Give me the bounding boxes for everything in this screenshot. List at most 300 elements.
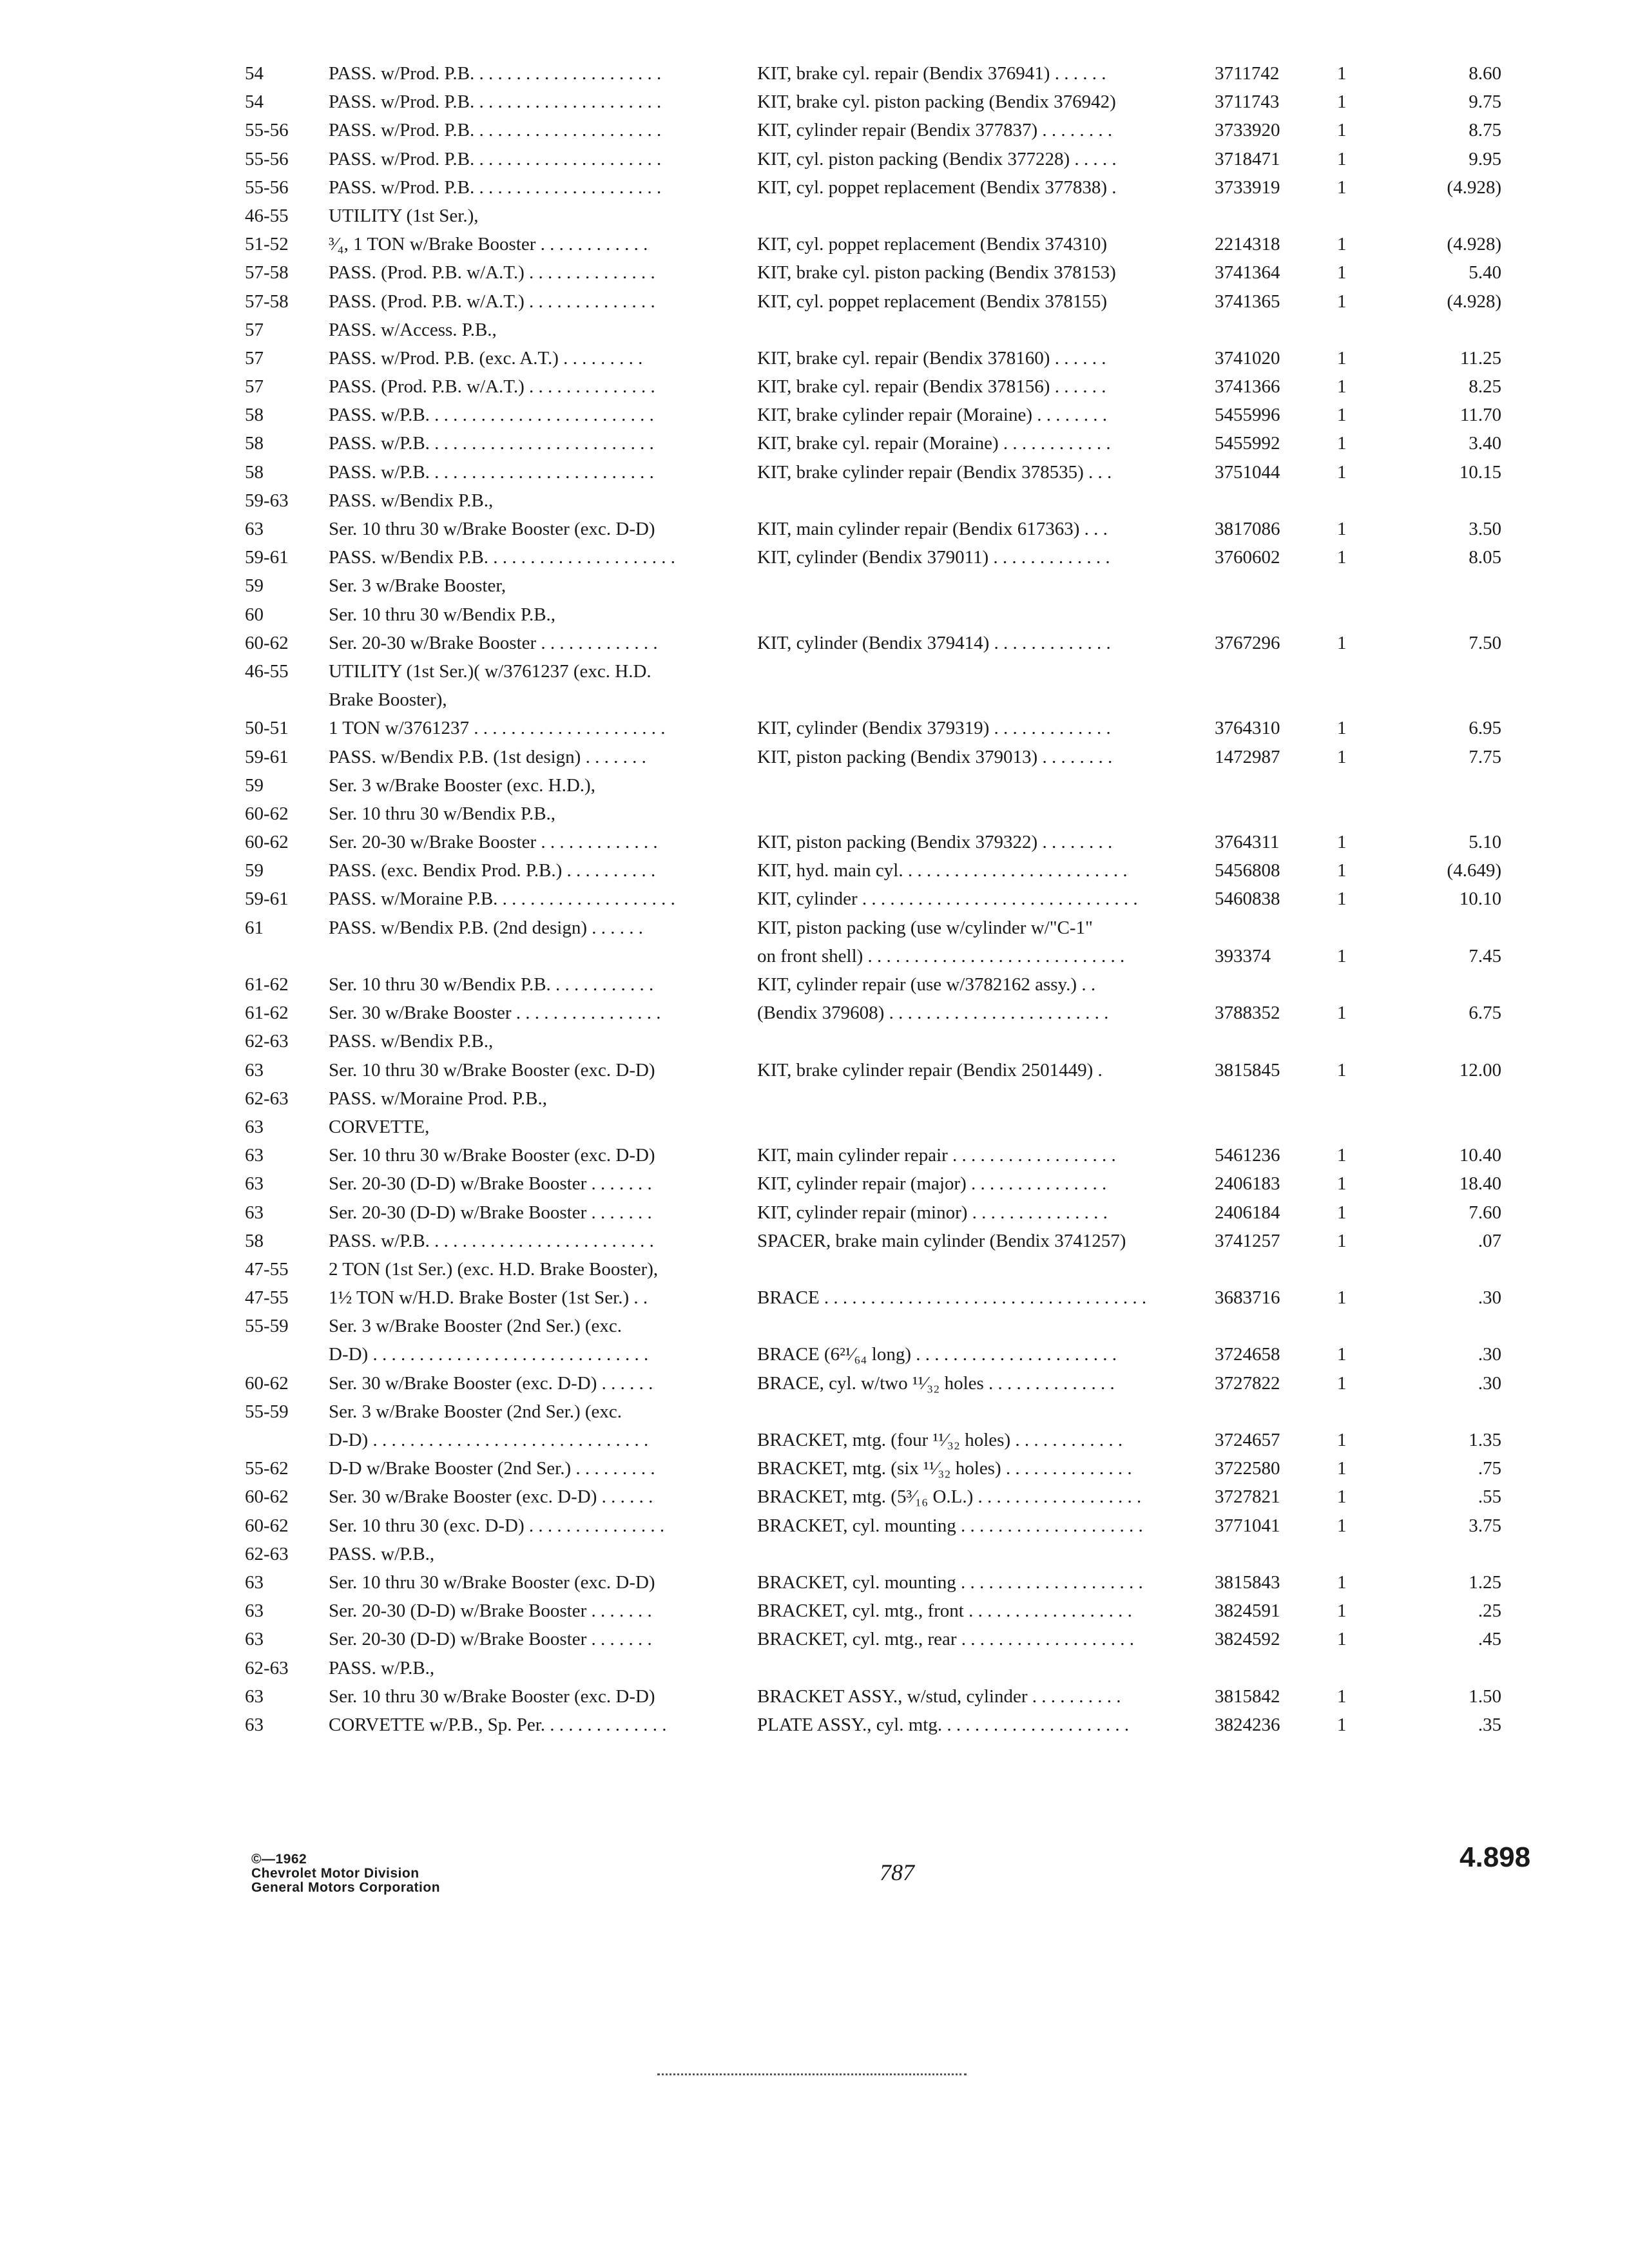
application-cell: Ser. 3 w/Brake Booster (2nd Ser.) (exc. D-D) . . . . . . . . . . . . . . . . . . . . . . . . . . . . . . — [329, 1316, 649, 1365]
part-number-cell: 3722580 — [1215, 1458, 1280, 1479]
part-number-cell: 3683716 — [1215, 1287, 1280, 1309]
quantity-cell: 1 — [1337, 1003, 1347, 1024]
application-cell: Ser. 10 thru 30 w/Brake Booster (exc. D-D) — [329, 1145, 655, 1166]
year-cell: 54 — [245, 63, 264, 84]
table-row — [245, 1113, 1527, 1141]
year-cell: 63 — [245, 1173, 264, 1195]
description-cell: BRACE . . . . . . . . . . . . . . . . . . . . . . . . . . . . . . . . . . . — [757, 1287, 1147, 1309]
part-number-cell: 3815842 — [1215, 1686, 1280, 1707]
application-cell: PASS. w/P.B. . . . . . . . . . . . . . . . . . . . . . . . . — [329, 1230, 654, 1251]
table-row — [245, 885, 1527, 913]
description-cell: PLATE ASSY., cyl. mtg. . . . . . . . . . . . . . . . . . . . . — [757, 1714, 1130, 1735]
price-cell: 10.10 — [1459, 889, 1501, 910]
quantity-cell: 1 — [1337, 860, 1347, 881]
year-cell: 58 — [245, 1230, 264, 1251]
application-cell: PASS. (exc. Bendix Prod. P.B.) . . . . . . . . . . — [329, 860, 656, 881]
description-cell: KIT, cyl. poppet replacement (Bendix 377838) . — [757, 177, 1117, 198]
part-number-cell: 3771041 — [1215, 1515, 1280, 1536]
part-number-cell: 2406184 — [1215, 1202, 1280, 1223]
year-cell: 46-55 — [245, 205, 289, 226]
table-row — [245, 771, 1527, 800]
year-cell: 63 — [245, 1714, 264, 1735]
application-cell: PASS. w/Bendix P.B., — [329, 490, 494, 511]
application-cell: PASS. w/Prod. P.B. . . . . . . . . . . . . . . . . . . . . — [329, 177, 662, 198]
price-cell: .35 — [1478, 1714, 1501, 1735]
part-number-cell: 3760602 — [1215, 547, 1280, 568]
year-cell: 54 — [245, 91, 264, 113]
year-cell: 62-63 — [245, 1543, 289, 1564]
table-row — [245, 828, 1527, 856]
quantity-cell: 1 — [1337, 1430, 1347, 1451]
description-cell: KIT, cyl. poppet replacement (Bendix 374310) — [757, 234, 1108, 255]
price-cell: 6.75 — [1469, 1003, 1501, 1024]
part-number-cell: 5456808 — [1215, 860, 1280, 881]
table-row — [245, 458, 1527, 486]
application-cell: Ser. 10 thru 30 w/Brake Booster (exc. D-D) — [329, 1059, 655, 1081]
year-cell: 55-59 — [245, 1316, 289, 1337]
year-cell: 60-62 — [245, 803, 289, 824]
description-cell: BRACKET, cyl. mounting . . . . . . . . . . . . . . . . . . . . — [757, 1515, 1143, 1536]
price-cell: .30 — [1478, 1344, 1501, 1365]
part-number-cell: 3824591 — [1215, 1600, 1280, 1622]
description-cell: KIT, piston packing (use w/cylinder w/"C-1" on front shell) . . . . . . . . . . . . . . . . . . . . . . . . . . . . — [757, 917, 1125, 966]
application-cell: PASS. w/Moraine Prod. P.B., — [329, 1088, 547, 1109]
application-cell: PASS. w/Prod. P.B. . . . . . . . . . . . . . . . . . . . . — [329, 91, 662, 113]
part-number-cell: 5460838 — [1215, 889, 1280, 910]
part-number-cell: 3724658 — [1215, 1344, 1280, 1365]
table-row — [245, 401, 1527, 429]
quantity-cell: 1 — [1337, 1202, 1347, 1223]
table-row — [245, 572, 1527, 600]
part-number-cell: 5461236 — [1215, 1145, 1280, 1166]
part-number-cell: 3733919 — [1215, 177, 1280, 198]
application-cell: PASS. w/Bendix P.B. (2nd design) . . . . . . — [329, 917, 643, 938]
description-cell: KIT, brake cyl. repair (Moraine) . . . . . . . . . . . . — [757, 433, 1111, 454]
table-row — [245, 1625, 1527, 1653]
part-number-cell: 3815845 — [1215, 1059, 1280, 1081]
application-cell: PASS. w/Prod. P.B. (exc. A.T.) . . . . . . . . . — [329, 347, 643, 369]
price-cell: 18.40 — [1459, 1173, 1501, 1195]
price-cell: 8.75 — [1469, 120, 1501, 141]
part-number-cell: 3764311 — [1215, 832, 1280, 853]
year-cell: 57 — [245, 347, 264, 369]
parts-catalog-table — [245, 59, 1527, 1739]
description-cell: KIT, brake cyl. piston packing (Bendix 376942) — [757, 91, 1116, 113]
price-cell: .25 — [1478, 1600, 1501, 1622]
table-row — [245, 1227, 1527, 1255]
quantity-cell: 1 — [1337, 148, 1347, 169]
price-cell: 5.10 — [1469, 832, 1501, 853]
part-number-cell: 3727822 — [1215, 1372, 1280, 1394]
table-row — [245, 1027, 1527, 1055]
description-cell: KIT, main cylinder repair . . . . . . . . . . . . . . . . . . — [757, 1145, 1116, 1166]
price-cell: 8.60 — [1469, 63, 1501, 84]
description-cell: BRACKET, mtg. (six ¹¹⁄₃₂ holes) . . . . . . . . . . . . . . — [757, 1458, 1132, 1479]
quantity-cell: 1 — [1337, 347, 1347, 369]
table-row — [245, 1084, 1527, 1113]
quantity-cell: 1 — [1337, 1600, 1347, 1622]
year-cell: 59-61 — [245, 746, 289, 767]
year-cell: 60-62 — [245, 832, 289, 853]
year-cell: 46-55 — [245, 660, 289, 682]
application-cell: PASS. w/P.B., — [329, 1657, 435, 1678]
quantity-cell: 1 — [1337, 547, 1347, 568]
application-cell: Ser. 10 thru 30 (exc. D-D) . . . . . . . . . . . . . . . — [329, 1515, 665, 1536]
scan-artifact-line — [657, 2073, 967, 2075]
description-cell: KIT, hyd. main cyl. . . . . . . . . . . . . . . . . . . . . . . . . — [757, 860, 1128, 881]
description-cell: KIT, cylinder (Bendix 379011) . . . . . . . . . . . . . — [757, 547, 1110, 568]
price-cell: 7.60 — [1469, 1202, 1501, 1223]
application-cell: Ser. 30 w/Brake Booster (exc. D-D) . . . . . . — [329, 1372, 653, 1394]
application-cell: Ser. 10 thru 30 w/Bendix P.B., — [329, 803, 556, 824]
table-row — [245, 88, 1527, 116]
table-row — [245, 258, 1527, 287]
application-cell: 1 TON w/3761237 . . . . . . . . . . . . . . . . . . . . . — [329, 718, 666, 739]
part-number-cell: 2214318 — [1215, 234, 1280, 255]
quantity-cell: 1 — [1337, 91, 1347, 113]
description-cell: (Bendix 379608) . . . . . . . . . . . . . . . . . . . . . . . . — [757, 1003, 1109, 1024]
price-cell: 10.15 — [1459, 461, 1501, 483]
application-cell: PASS. (Prod. P.B. w/A.T.) . . . . . . . . . . . . . . — [329, 262, 655, 284]
part-number-cell: 3741364 — [1215, 262, 1280, 284]
year-cell: 61-62 — [245, 1003, 289, 1024]
part-number-cell: 3711743 — [1215, 91, 1280, 113]
table-row — [245, 1312, 1527, 1369]
price-cell: .75 — [1478, 1458, 1501, 1479]
table-row — [245, 1255, 1527, 1283]
table-row — [245, 629, 1527, 657]
description-cell: KIT, brake cyl. repair (Bendix 378160) . . . . . . — [757, 347, 1106, 369]
table-row — [245, 59, 1527, 88]
part-number-cell: 5455996 — [1215, 405, 1280, 426]
table-row — [245, 1483, 1527, 1511]
table-row — [245, 1398, 1527, 1454]
description-cell: KIT, brake cyl. repair (Bendix 378156) . . . . . . — [757, 376, 1106, 398]
table-row — [245, 601, 1527, 629]
application-cell: UTILITY (1st Ser.)( w/3761237 (exc. H.D. Brake Booster), — [329, 660, 651, 711]
description-cell: KIT, cylinder repair (Bendix 377837) . . . . . . . . — [757, 120, 1113, 141]
application-cell: Ser. 20-30 (D-D) w/Brake Booster . . . . . . . — [329, 1202, 652, 1223]
table-row — [245, 486, 1527, 515]
year-cell: 59 — [245, 575, 264, 597]
table-row — [245, 1512, 1527, 1540]
description-cell: BRACKET, cyl. mtg., rear . . . . . . . . . . . . . . . . . . . — [757, 1629, 1135, 1650]
application-cell: Ser. 10 thru 30 w/Brake Booster (exc. D-D) — [329, 1686, 655, 1707]
year-cell: 58 — [245, 461, 264, 483]
description-cell: KIT, cylinder . . . . . . . . . . . . . . . . . . . . . . . . . . . . . . — [757, 889, 1138, 910]
quantity-cell: 1 — [1337, 262, 1347, 284]
page-number: 787 — [880, 1860, 914, 1885]
price-cell: 1.35 — [1469, 1430, 1501, 1451]
description-cell: BRACKET, mtg. (four ¹¹⁄₃₂ holes) . . . . . . . . . . . . — [757, 1430, 1123, 1451]
table-row — [245, 1283, 1527, 1312]
application-cell: PASS. w/P.B. . . . . . . . . . . . . . . . . . . . . . . . . — [329, 433, 654, 454]
price-cell: 3.75 — [1469, 1515, 1501, 1536]
year-cell: 57 — [245, 376, 264, 398]
application-cell: 1½ TON w/H.D. Brake Boster (1st Ser.) . . — [329, 1287, 648, 1309]
price-cell: 3.50 — [1469, 519, 1501, 539]
part-number-cell: 3724657 — [1215, 1430, 1280, 1451]
year-cell: 55-62 — [245, 1458, 289, 1479]
part-number-cell: 3751044 — [1215, 461, 1280, 483]
application-cell: Ser. 20-30 w/Brake Booster . . . . . . . . . . . . . — [329, 832, 658, 853]
table-row — [245, 1654, 1527, 1682]
price-cell: 10.40 — [1459, 1145, 1501, 1166]
table-row — [245, 1056, 1527, 1084]
table-row — [245, 1711, 1527, 1739]
year-cell: 63 — [245, 1629, 264, 1650]
part-number-cell: 3788352 — [1215, 1003, 1280, 1024]
year-cell: 57-58 — [245, 262, 289, 284]
description-cell: KIT, cylinder repair (use w/3782162 assy.) . . — [757, 974, 1096, 995]
quantity-cell: 1 — [1337, 1230, 1347, 1251]
year-cell: 58 — [245, 433, 264, 454]
application-cell: Ser. 20-30 (D-D) w/Brake Booster . . . . . . . — [329, 1600, 652, 1622]
quantity-cell: 1 — [1337, 519, 1347, 539]
year-cell: 55-56 — [245, 177, 289, 198]
year-cell: 60-62 — [245, 632, 289, 653]
part-number-cell: 3718471 — [1215, 148, 1280, 169]
year-cell: 60 — [245, 604, 264, 625]
table-row — [245, 515, 1527, 543]
quantity-cell: 1 — [1337, 1372, 1347, 1394]
price-cell: (4.928) — [1447, 177, 1501, 198]
year-cell: 63 — [245, 1059, 264, 1081]
description-cell: KIT, cylinder repair (minor) . . . . . . . . . . . . . . . — [757, 1202, 1108, 1223]
description-cell: KIT, cyl. piston packing (Bendix 377228) . . . . . — [757, 148, 1117, 169]
price-cell: 11.70 — [1460, 405, 1501, 426]
year-cell: 59-61 — [245, 547, 289, 568]
price-cell: .30 — [1478, 1287, 1501, 1309]
description-cell: KIT, brake cyl. piston packing (Bendix 378153) — [757, 262, 1116, 284]
application-cell: PASS. (Prod. P.B. w/A.T.) . . . . . . . . . . . . . . — [329, 376, 655, 398]
part-number-cell: 5455992 — [1215, 433, 1280, 454]
part-number-cell: 3741366 — [1215, 376, 1280, 398]
quantity-cell: 1 — [1337, 376, 1347, 398]
quantity-cell: 1 — [1337, 945, 1347, 966]
quantity-cell: 1 — [1337, 461, 1347, 483]
price-cell: 1.50 — [1469, 1686, 1501, 1707]
quantity-cell: 1 — [1337, 1344, 1347, 1365]
quantity-cell: 1 — [1337, 746, 1347, 767]
table-row — [245, 1369, 1527, 1398]
part-number-cell: 3815843 — [1215, 1572, 1280, 1593]
application-cell: PASS. w/P.B. . . . . . . . . . . . . . . . . . . . . . . . . — [329, 461, 654, 483]
description-cell: KIT, cyl. poppet replacement (Bendix 378155) — [757, 291, 1108, 312]
price-cell: 11.25 — [1460, 347, 1501, 369]
price-cell: 7.75 — [1469, 746, 1501, 767]
description-cell: BRACKET, cyl. mounting . . . . . . . . . . . . . . . . . . . . — [757, 1572, 1143, 1593]
year-cell: 59 — [245, 774, 264, 796]
application-cell: D-D w/Brake Booster (2nd Ser.) . . . . . . . . . — [329, 1458, 655, 1479]
year-cell: 61 — [245, 917, 264, 938]
year-cell: 59-61 — [245, 889, 289, 910]
quantity-cell: 1 — [1337, 1059, 1347, 1081]
corporation-text: General Motors Corporation — [251, 1880, 441, 1895]
price-cell: 9.75 — [1469, 91, 1501, 113]
part-number-cell: 3741257 — [1215, 1230, 1280, 1251]
application-cell: ³⁄₄, 1 TON w/Brake Booster . . . . . . . . . . . . — [329, 234, 648, 255]
description-cell: BRACE, cyl. w/two ¹¹⁄₃₂ holes . . . . . . . . . . . . . . — [757, 1372, 1115, 1394]
year-cell: 58 — [245, 405, 264, 426]
application-cell: Ser. 3 w/Brake Booster (exc. H.D.), — [329, 774, 595, 796]
description-cell: BRACKET, cyl. mtg., front . . . . . . . . . . . . . . . . . . — [757, 1600, 1132, 1622]
part-number-cell: 1472987 — [1215, 746, 1280, 767]
application-cell: PASS. w/Bendix P.B. . . . . . . . . . . . . . . . . . . . . — [329, 547, 675, 568]
price-cell: 9.95 — [1469, 148, 1501, 169]
part-number-cell: 3741020 — [1215, 347, 1280, 369]
table-row — [245, 316, 1527, 344]
application-cell: 2 TON (1st Ser.) (exc. H.D. Brake Booster), — [329, 1258, 659, 1280]
application-cell: PASS. w/Prod. P.B. . . . . . . . . . . . . . . . . . . . . — [329, 120, 662, 141]
year-cell: 55-56 — [245, 148, 289, 169]
quantity-cell: 1 — [1337, 433, 1347, 454]
division-text: Chevrolet Motor Division — [251, 1866, 419, 1881]
year-cell: 63 — [245, 519, 264, 539]
application-cell: Ser. 10 thru 30 w/Brake Booster (exc. D-D) — [329, 519, 655, 539]
application-cell: CORVETTE w/P.B., Sp. Per. . . . . . . . . . . . . . — [329, 1714, 667, 1735]
description-cell: KIT, brake cylinder repair (Bendix 2501449) . — [757, 1059, 1103, 1081]
quantity-cell: 1 — [1337, 832, 1347, 853]
part-number-cell: 3767296 — [1215, 632, 1280, 653]
table-row — [245, 800, 1527, 828]
application-cell: CORVETTE, — [329, 1116, 430, 1137]
table-row — [245, 1169, 1527, 1198]
price-cell: 8.25 — [1469, 376, 1501, 398]
price-cell: (4.649) — [1447, 860, 1501, 881]
quantity-cell: 1 — [1337, 889, 1347, 910]
price-cell: 12.00 — [1459, 1059, 1501, 1081]
price-cell: .45 — [1478, 1629, 1501, 1650]
application-cell: PASS. w/Prod. P.B. . . . . . . . . . . . . . . . . . . . . — [329, 148, 662, 169]
year-cell: 47-55 — [245, 1258, 289, 1280]
table-row — [245, 230, 1527, 258]
application-cell: PASS. w/P.B. . . . . . . . . . . . . . . . . . . . . . . . . — [329, 405, 654, 426]
table-row — [245, 372, 1527, 401]
description-cell: KIT, brake cylinder repair (Moraine) . . . . . . . . — [757, 405, 1107, 426]
year-cell: 63 — [245, 1572, 264, 1593]
table-row — [245, 429, 1527, 457]
price-cell: .07 — [1478, 1230, 1501, 1251]
quantity-cell: 1 — [1337, 632, 1347, 653]
price-cell: 6.95 — [1469, 718, 1501, 739]
application-cell: Ser. 20-30 w/Brake Booster . . . . . . . . . . . . . — [329, 632, 658, 653]
table-row — [245, 1682, 1527, 1711]
year-cell: 59 — [245, 860, 264, 881]
part-number-cell: 3727821 — [1215, 1486, 1280, 1508]
price-cell: 8.05 — [1469, 547, 1501, 568]
application-cell: PASS. w/Bendix P.B., — [329, 1031, 494, 1052]
description-cell: KIT, piston packing (Bendix 379013) . . . . . . . . — [757, 746, 1113, 767]
year-cell: 60-62 — [245, 1486, 289, 1508]
year-cell: 47-55 — [245, 1287, 289, 1309]
part-number-cell: 3764310 — [1215, 718, 1280, 739]
part-number-cell: 3817086 — [1215, 519, 1280, 539]
application-cell: Ser. 30 w/Brake Booster (exc. D-D) . . . . . . — [329, 1486, 653, 1508]
quantity-cell: 1 — [1337, 1714, 1347, 1735]
application-cell: Ser. 30 w/Brake Booster . . . . . . . . . . . . . . . . — [329, 1003, 661, 1024]
year-cell: 62-63 — [245, 1657, 289, 1678]
table-row — [245, 116, 1527, 144]
table-row — [245, 1568, 1527, 1597]
quantity-cell: 1 — [1337, 1686, 1347, 1707]
year-cell: 57-58 — [245, 291, 289, 312]
quantity-cell: 1 — [1337, 1458, 1347, 1479]
quantity-cell: 1 — [1337, 405, 1347, 426]
quantity-cell: 1 — [1337, 718, 1347, 739]
table-row — [245, 145, 1527, 173]
application-cell: Ser. 10 thru 30 w/Brake Booster (exc. D-D) — [329, 1572, 655, 1593]
description-cell: KIT, cylinder (Bendix 379319) . . . . . . . . . . . . . — [757, 718, 1111, 739]
application-cell: PASS. w/Bendix P.B. (1st design) . . . . . . . — [329, 746, 646, 767]
application-cell: Ser. 3 w/Brake Booster (2nd Ser.) (exc. D-D) . . . . . . . . . . . . . . . . . . . . . . . . . . . . . . — [329, 1401, 649, 1451]
price-cell: 7.45 — [1469, 945, 1501, 966]
quantity-cell: 1 — [1337, 234, 1347, 255]
description-cell: KIT, brake cyl. repair (Bendix 376941) . . . . . . — [757, 63, 1106, 84]
quantity-cell: 1 — [1337, 120, 1347, 141]
description-cell: KIT, cylinder (Bendix 379414) . . . . . . . . . . . . . — [757, 632, 1111, 653]
year-cell: 60-62 — [245, 1372, 289, 1394]
year-cell: 63 — [245, 1145, 264, 1166]
table-row — [245, 657, 1527, 714]
quantity-cell: 1 — [1337, 1515, 1347, 1536]
part-number-cell: 3741365 — [1215, 291, 1280, 312]
price-cell: (4.928) — [1447, 291, 1501, 312]
quantity-cell: 1 — [1337, 1572, 1347, 1593]
quantity-cell: 1 — [1337, 1287, 1347, 1309]
quantity-cell: 1 — [1337, 1629, 1347, 1650]
application-cell: Ser. 20-30 (D-D) w/Brake Booster . . . . . . . — [329, 1173, 652, 1195]
description-cell: KIT, piston packing (Bendix 379322) . . . . . . . . — [757, 832, 1113, 853]
application-cell: PASS. w/Moraine P.B. . . . . . . . . . . . . . . . . . . . — [329, 889, 675, 910]
year-cell: 62-63 — [245, 1088, 289, 1109]
price-cell: 1.25 — [1469, 1572, 1501, 1593]
year-cell: 63 — [245, 1116, 264, 1137]
table-row — [245, 856, 1527, 885]
table-row — [245, 173, 1527, 202]
quantity-cell: 1 — [1337, 1486, 1347, 1508]
description-cell: BRACE (6²¹⁄₆₄ long) . . . . . . . . . . . . . . . . . . . . . . — [757, 1344, 1117, 1365]
quantity-cell: 1 — [1337, 63, 1347, 84]
year-cell: 55-59 — [245, 1401, 289, 1422]
part-number-cell: 3711742 — [1215, 63, 1280, 84]
price-cell: (4.928) — [1447, 234, 1501, 255]
quantity-cell: 1 — [1337, 1173, 1347, 1195]
description-cell: KIT, brake cylinder repair (Bendix 378535) . . . — [757, 461, 1112, 483]
price-cell: 5.40 — [1469, 262, 1501, 284]
application-cell: Ser. 3 w/Brake Booster, — [329, 575, 506, 597]
year-cell: 60-62 — [245, 1515, 289, 1536]
price-cell: 3.40 — [1469, 433, 1501, 454]
quantity-cell: 1 — [1337, 1145, 1347, 1166]
application-cell: Ser. 20-30 (D-D) w/Brake Booster . . . . . . . — [329, 1629, 652, 1650]
year-cell: 51-52 — [245, 234, 289, 255]
description-cell: KIT, main cylinder repair (Bendix 617363) . . . — [757, 519, 1108, 539]
quantity-cell: 1 — [1337, 177, 1347, 198]
table-row — [245, 543, 1527, 572]
section-page-code: 4.898 — [1460, 1841, 1531, 1873]
description-cell: BRACKET, mtg. (5³⁄₁₆ O.L.) . . . . . . . . . . . . . . . . . . — [757, 1486, 1142, 1508]
copyright-text: ©—1962 — [251, 1852, 307, 1867]
year-cell: 50-51 — [245, 718, 289, 739]
year-cell: 61-62 — [245, 974, 289, 995]
application-cell: PASS. w/P.B., — [329, 1543, 435, 1564]
table-row — [245, 1141, 1527, 1169]
year-cell: 59-63 — [245, 490, 289, 511]
price-cell: .55 — [1478, 1486, 1501, 1508]
description-cell: KIT, cylinder repair (major) . . . . . . . . . . . . . . . — [757, 1173, 1107, 1195]
table-row — [245, 714, 1527, 742]
